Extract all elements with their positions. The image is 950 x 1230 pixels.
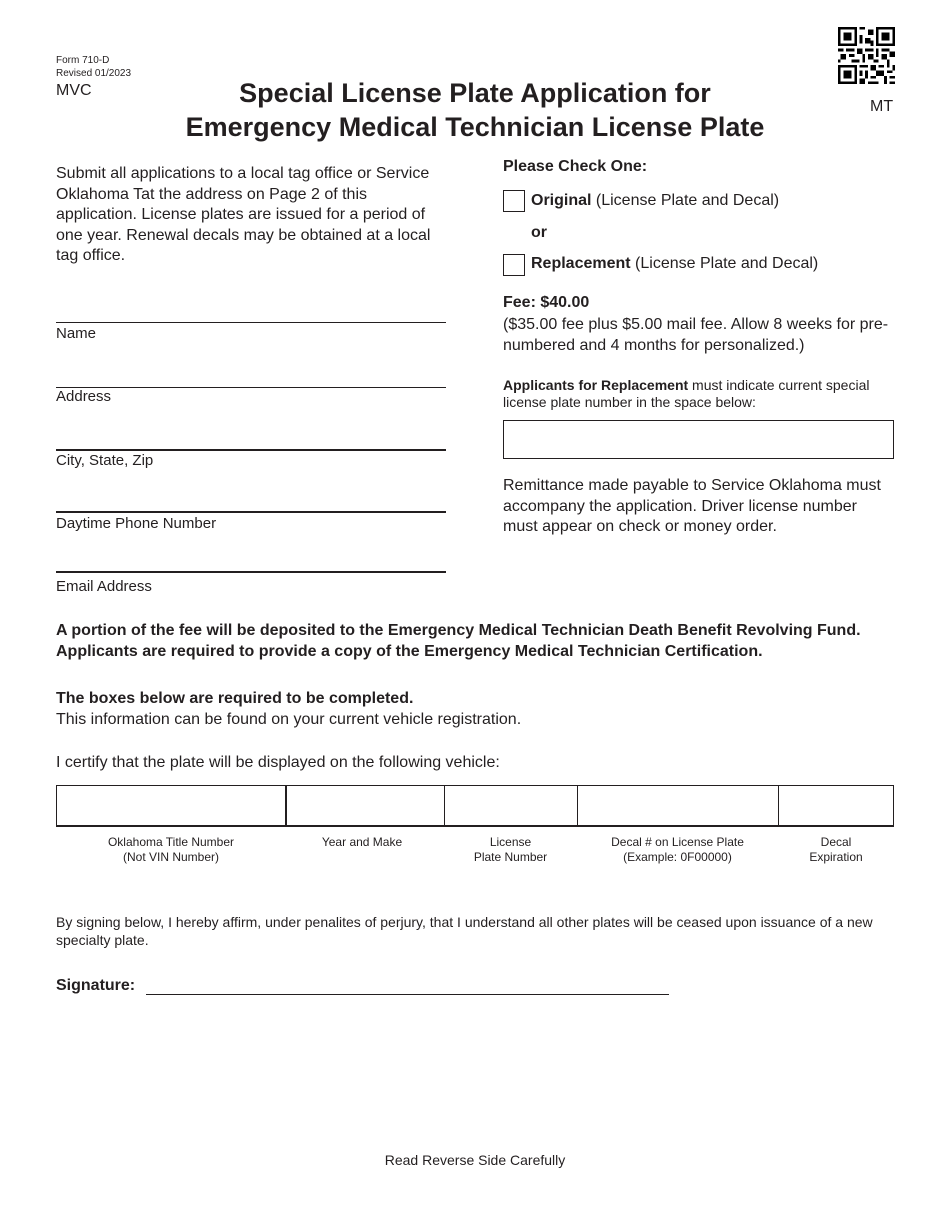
decal-number-label-line1: Decal # on License Plate (611, 835, 744, 849)
replacement-bold: Replacement (531, 255, 631, 272)
license-plate-label-line2: Plate Number (473, 850, 548, 864)
intro-text: Submit all applications to a local tag office or Service Oklahoma Tat the address on Page 2 of this application. License plates are issued for a period of one year. Renewal decals may be obtained at a local tag office. (56, 165, 431, 264)
affirmation-text: By signing below, I hereby affirm, under penalites of perjury, that I understand all other plates will be ceased upon issuance of a new specialty plate. (56, 914, 873, 948)
title-number-input[interactable] (56, 785, 286, 827)
title-number-label (56, 835, 286, 865)
title-number-label-line2: (Not VIN Number) (122, 850, 220, 864)
decal-expiration-label-line2: Expiration (809, 850, 863, 864)
license-plate-number-input[interactable] (444, 785, 577, 827)
form-number-block (56, 54, 131, 80)
signature-field[interactable] (146, 994, 669, 995)
title-number-label-line1: Oklahoma Title Number (107, 835, 235, 849)
city-state-zip-field[interactable] (56, 449, 446, 451)
year-make-input[interactable] (286, 785, 444, 827)
year-make-label (286, 835, 438, 850)
title-line-1: Special License Plate Application for (239, 78, 711, 108)
fee-note: ($35.00 fee plus $5.00 mail fee. Allow 8 weeks for pre-numbered and 4 months for personalized.) (503, 316, 889, 354)
original-bold: Original (531, 192, 592, 209)
original-detail: (License Plate and Decal) (591, 192, 780, 209)
decal-expiration-label-line1: Decal (820, 835, 852, 849)
year-make-label-line1: Year and Make (321, 835, 403, 849)
fee-amount: Fee: $40.00 (503, 294, 590, 311)
signature-label: Signature: (56, 977, 136, 994)
email-label: Email Address (56, 578, 152, 595)
replacement-note-detail: must indicate current special license plate number in the space below: (503, 377, 870, 410)
decal-number-input[interactable] (577, 785, 778, 827)
name-label: Name (56, 325, 97, 342)
fund-notice: A portion of the fee will be deposited to the Emergency Medical Technician Death Benefit Revolving Fund. Applicants are required to provide a copy of the Emergency Medical Technician Certification. (56, 622, 861, 660)
decal-expiration-label (778, 835, 894, 865)
daytime-phone-label: Daytime Phone Number (56, 515, 217, 532)
daytime-phone-field[interactable] (56, 511, 446, 513)
form-number: Form 710-D (56, 55, 110, 66)
check-one-title: Please Check One: (503, 158, 648, 175)
division-code: MVC (56, 82, 92, 99)
city-state-zip-label: City, State, Zip (56, 452, 154, 469)
replacement-note (503, 377, 893, 411)
name-field[interactable] (56, 322, 446, 323)
boxes-info-text: This information can be found on your current vehicle registration. (56, 711, 522, 728)
decal-number-label (577, 835, 778, 865)
qr-code-icon (838, 27, 895, 84)
page-title (150, 76, 800, 144)
license-plate-number-label (444, 835, 577, 865)
remittance-text: Remittance made payable to Service Oklahoma must accompany the application. Driver license number must appear on check or money order. (503, 477, 881, 535)
address-field[interactable] (56, 387, 446, 388)
decal-number-label-line2: (Example: 0F00000) (623, 850, 732, 864)
or-separator: or (531, 224, 547, 241)
original-option-label (531, 192, 779, 210)
replacement-option-label (531, 255, 818, 273)
license-plate-label-line1: License (489, 835, 532, 849)
replacement-note-bold: Applicants for Replacement (503, 377, 689, 393)
replacement-checkbox[interactable] (503, 254, 525, 276)
certify-text: I certify that the plate will be displayed on the following vehicle: (56, 754, 500, 771)
plate-code: MT (870, 98, 894, 115)
vehicle-info-table (56, 785, 894, 827)
address-label: Address (56, 388, 112, 405)
footer-note: Read Reverse Side Carefully (384, 1152, 566, 1168)
boxes-required-heading: The boxes below are required to be completed. (56, 690, 414, 707)
title-line-2: Emergency Medical Technician License Plate (185, 112, 765, 142)
original-checkbox[interactable] (503, 190, 525, 212)
replacement-detail: (License Plate and Decal) (630, 255, 819, 272)
decal-expiration-input[interactable] (778, 785, 894, 827)
revision-date: Revised 01/2023 (56, 68, 132, 79)
email-field[interactable] (56, 571, 446, 573)
current-plate-number-input[interactable] (503, 420, 894, 459)
